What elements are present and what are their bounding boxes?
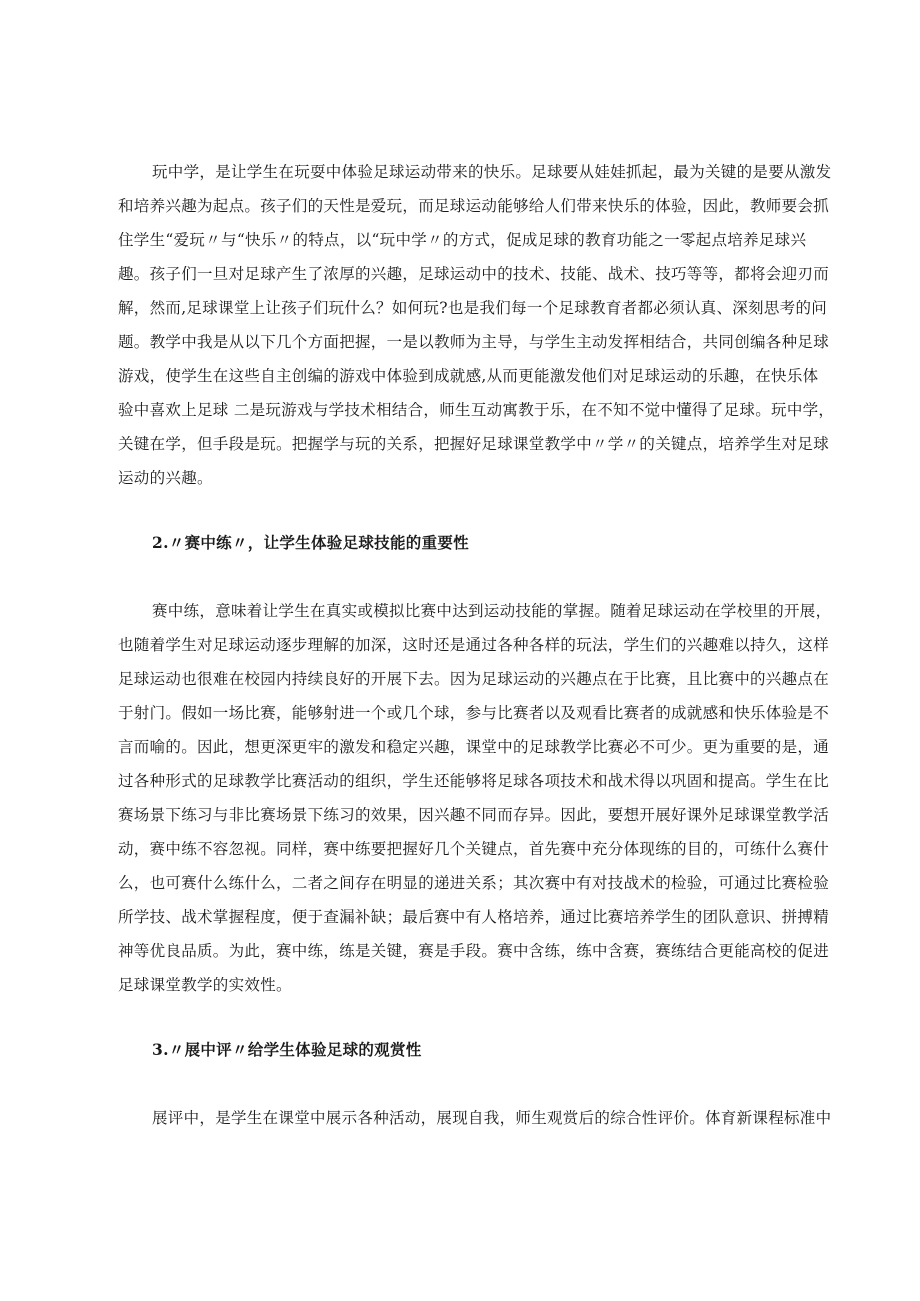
paragraph-line: 足球运动也很难在校园内持续良好的开展下去。因为足球运动的兴趣点在于比赛，且比赛中的兴趣点在 [118,670,830,688]
paragraph-line: 么，也可赛什么练什么，二者之间存在明显的递进关系；其次赛中有对技战术的检验，可通过比赛检验 [118,874,830,892]
section-heading-show-evaluate: 3.〃展中评〃给学生体验足球的观赏性 [152,1040,422,1059]
paragraph-line: 题。教学中我是从以下几个方面把握，一是以教师为主导，与学生主动发挥相结合，共同创编各种足球 [118,333,830,351]
paragraph-line: 足球课堂教学的实效性。 [118,976,292,994]
paragraph-line: 赛中练，意味着让学生在真实或模拟比赛中达到运动技能的掌握。随着足球运动在学校里的开展， [152,602,832,620]
paragraph-line: 运动的兴趣。 [118,469,213,487]
paragraph-line: 动，赛中练不容忽视。同样，赛中练要把握好几个关键点，首先赛中充分体现练的目的，可练什么赛什 [118,840,830,858]
paragraph-line: 趣。孩子们一旦对足球产生了浓厚的兴趣，足球运动中的技术、技能、战术、技巧等等，都将会迎刃而 [118,265,830,283]
paragraph-line: 展评中，是学生在课堂中展示各种活动，展现自我，师生观赏后的综合性评价。体育新课程标准中 [152,1109,832,1127]
paragraph-line: 过各种形式的足球教学比赛活动的组织，学生还能够将足球各项技术和战术得以巩固和提高。学生在比 [118,772,830,790]
paragraph-line: 住学生“爱玩〃与“快乐〃的特点，以“玩中学〃的方式，促成足球的教育功能之一零起点培养足球兴 [118,231,807,249]
paragraph-line: 于射门。假如一场比赛，能够射进一个或几个球，参与比赛者以及观看比赛者的成就感和快乐体验是不 [118,704,830,722]
paragraph-line: 验中喜欢上足球 二是玩游戏与学技术相结合，师生互动寓教于乐，在不知不觉中懂得了足球。玩中学， [118,401,835,419]
section-heading-match-practice: 2.〃赛中练〃，让学生体验足球技能的重要性 [152,533,469,552]
paragraph-line: 言而喻的。因此，想更深更牢的激发和稳定兴趣，课堂中的足球教学比赛必不可少。更为重要的是，通 [118,738,830,756]
paragraph-line: 所学技、战术掌握程度，便于查漏补缺；最后赛中有人格培养，通过比赛培养学生的团队意识、拼搏精 [118,908,830,926]
paragraph-line: 赛场景下练习与非比赛场景下练习的效果，因兴趣不同而存异。因此，要想开展好课外足球课堂教学活 [118,806,830,824]
paragraph-line: 玩中学，是让学生在玩耍中体验足球运动带来的快乐。足球要从娃娃抓起，最为关键的是要从激发 [152,163,832,181]
paragraph-line: 也随着学生对足球运动逐步理解的加深，这时还是通过各种各样的玩法，学生们的兴趣难以持久，这样 [118,636,830,654]
paragraph-line: 和培养兴趣为起点。孩子们的天性是爱玩，而足球运动能够给人们带来快乐的体验，因此，教师要会抓 [118,197,830,215]
paragraph-line: 游戏，使学生在这些自主创编的游戏中体验到成就感,从而更能激发他们对足球运动的乐趣，在快乐体 [118,367,819,385]
paragraph-line: 关键在学，但手段是玩。把握学与玩的关系，把握好足球课堂教学中〃学〃的关键点，培养学生对足球 [118,435,830,453]
paragraph-line: 神等优良品质。为此，赛中练，练是关键，赛是手段。赛中含练，练中含赛，赛练结合更能高校的促进 [118,942,830,960]
paragraph-line: 解，然而,足球课堂上让孩子们玩什么？如何玩?也是我们每一个足球教育者都必须认真、深刻思考的问 [118,299,828,317]
